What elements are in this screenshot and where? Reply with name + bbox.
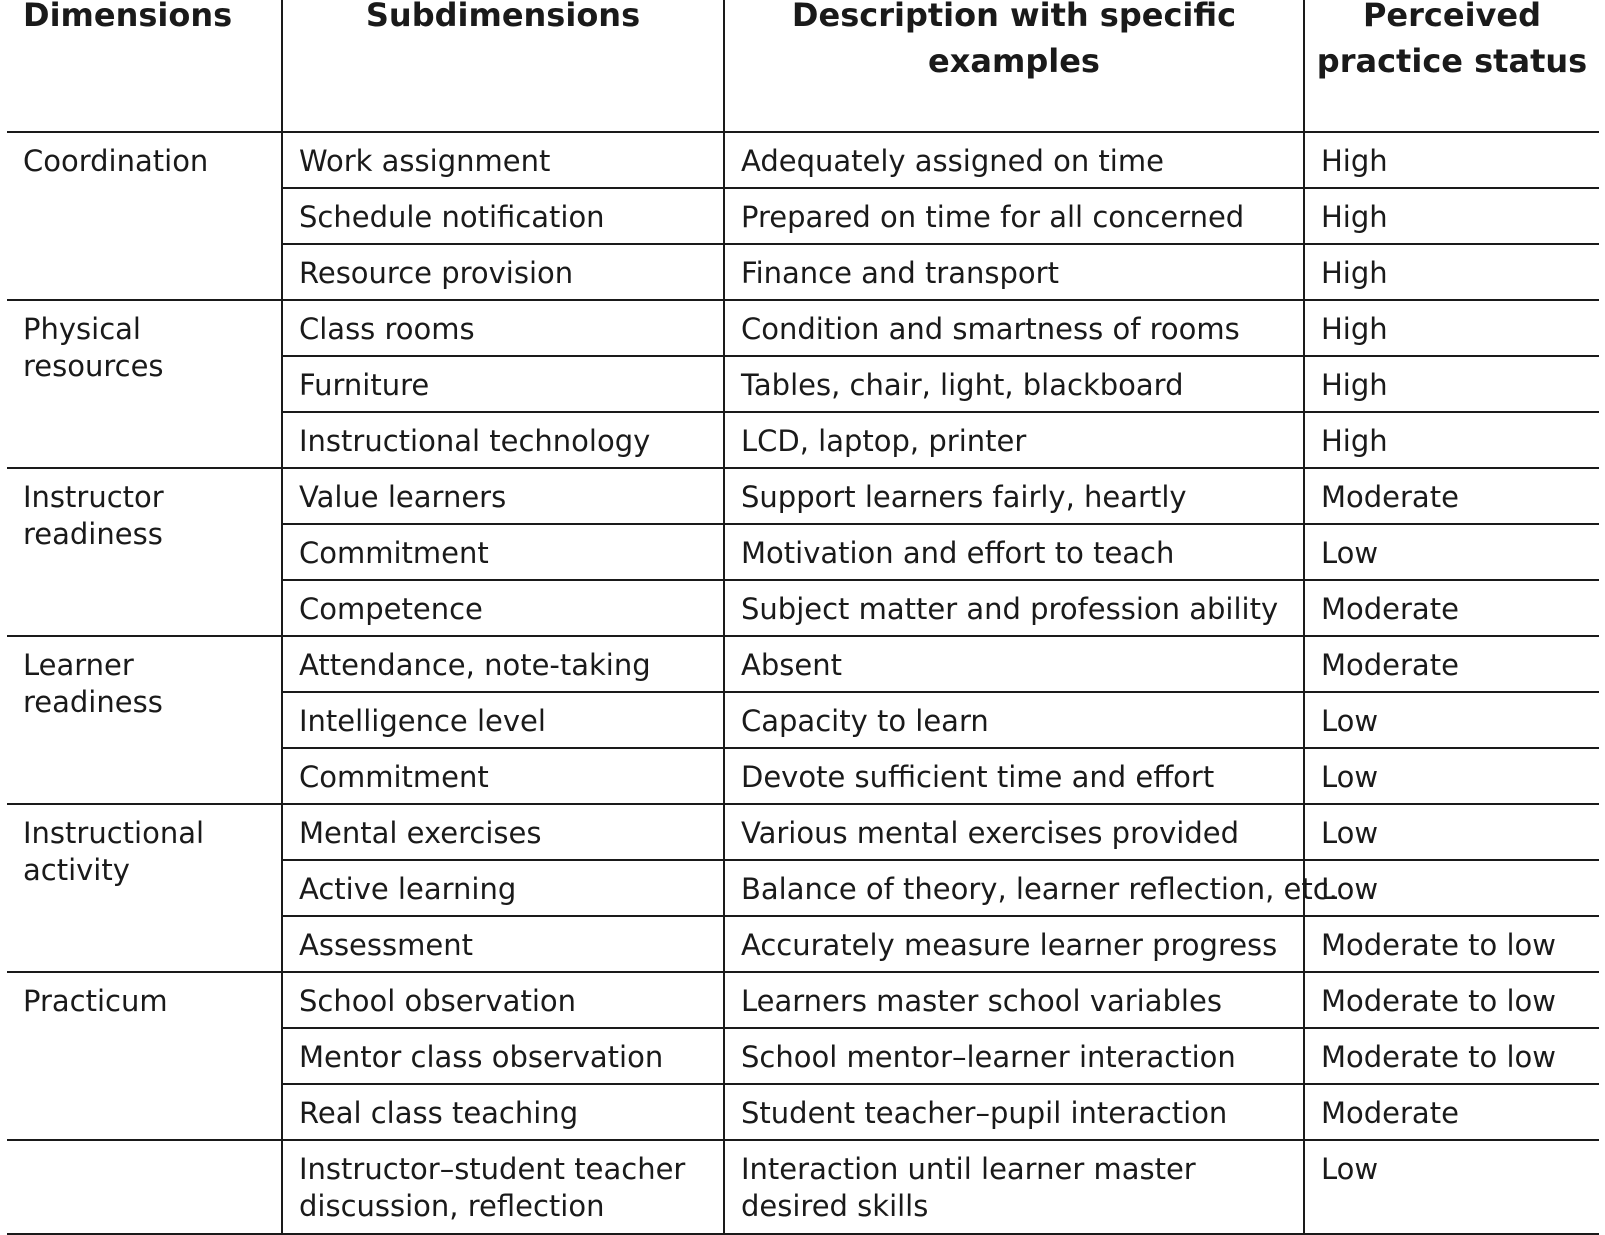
subdimension-cell: Value learners: [282, 468, 724, 524]
description-cell: Adequately assigned on time: [724, 132, 1304, 188]
description-cell: Devote sufficient time and effort: [724, 748, 1304, 804]
subdimension-cell: Work assignment: [282, 132, 724, 188]
header-description: Description with specific examples: [724, 0, 1304, 132]
dimension-cell: Physical resources: [7, 300, 282, 468]
status-cell: Moderate: [1304, 580, 1599, 636]
status-cell: High: [1304, 188, 1599, 244]
status-cell: High: [1304, 132, 1599, 188]
status-cell: Moderate: [1304, 636, 1599, 692]
description-cell: Prepared on time for all concerned: [724, 188, 1304, 244]
dimension-cell: Learner readiness: [7, 636, 282, 804]
subdimension-cell: Real class teaching: [282, 1084, 724, 1140]
description-cell: Capacity to learn: [724, 692, 1304, 748]
status-cell: Low: [1304, 804, 1599, 860]
subdimension-cell: Active learning: [282, 860, 724, 916]
description-cell: Learners master school variables: [724, 972, 1304, 1028]
description-cell: Interaction until learner master desired skills: [724, 1140, 1304, 1234]
subdimension-cell: Mental exercises: [282, 804, 724, 860]
subdimension-cell: Resource provision: [282, 244, 724, 300]
table-row: [7, 300, 1599, 356]
dimension-cell: Practicum: [7, 972, 282, 1140]
subdimension-cell: Instructor–student teacher discussion, reflection: [282, 1140, 724, 1234]
dimension-cell: Instructional activity: [7, 804, 282, 972]
practice-status-table: [7, 0, 1599, 1235]
header-dimensions: Dimensions: [7, 0, 282, 132]
dimension-cell: [7, 1140, 282, 1234]
subdimension-cell: Schedule notification: [282, 188, 724, 244]
status-cell: High: [1304, 300, 1599, 356]
status-cell: High: [1304, 412, 1599, 468]
status-cell: Low: [1304, 1140, 1599, 1234]
status-cell: High: [1304, 356, 1599, 412]
dimension-cell: Coordination: [7, 132, 282, 300]
table-row: [7, 1140, 1599, 1234]
subdimension-cell: Competence: [282, 580, 724, 636]
subdimension-cell: Attendance, note-taking: [282, 636, 724, 692]
table-row: [7, 972, 1599, 1028]
status-cell: Moderate to low: [1304, 916, 1599, 972]
status-cell: High: [1304, 244, 1599, 300]
description-cell: Accurately measure learner progress: [724, 916, 1304, 972]
description-cell: Balance of theory, learner reflection, etc.: [724, 860, 1304, 916]
description-cell: Subject matter and profession ability: [724, 580, 1304, 636]
header-status: Perceived practice status: [1304, 0, 1599, 132]
status-cell: Low: [1304, 860, 1599, 916]
subdimension-cell: Commitment: [282, 748, 724, 804]
description-cell: School mentor–learner interaction: [724, 1028, 1304, 1084]
status-cell: Low: [1304, 524, 1599, 580]
description-cell: Motivation and effort to teach: [724, 524, 1304, 580]
subdimension-cell: Mentor class observation: [282, 1028, 724, 1084]
description-cell: Support learners fairly, heartly: [724, 468, 1304, 524]
description-cell: Condition and smartness of rooms: [724, 300, 1304, 356]
subdimension-cell: Instructional technology: [282, 412, 724, 468]
status-cell: Moderate to low: [1304, 1028, 1599, 1084]
table-row: [7, 804, 1599, 860]
header-row: [7, 0, 1599, 132]
description-cell: Various mental exercises provided: [724, 804, 1304, 860]
status-cell: Moderate: [1304, 468, 1599, 524]
table-row: [7, 636, 1599, 692]
status-cell: Moderate: [1304, 1084, 1599, 1140]
status-cell: Low: [1304, 748, 1599, 804]
table-row: [7, 132, 1599, 188]
subdimension-cell: Furniture: [282, 356, 724, 412]
subdimension-cell: Assessment: [282, 916, 724, 972]
dimension-cell: Instructor readiness: [7, 468, 282, 636]
table-row: [7, 468, 1599, 524]
subdimension-cell: School observation: [282, 972, 724, 1028]
subdimension-cell: Intelligence level: [282, 692, 724, 748]
subdimension-cell: Commitment: [282, 524, 724, 580]
status-cell: Moderate to low: [1304, 972, 1599, 1028]
description-cell: Absent: [724, 636, 1304, 692]
description-cell: LCD, laptop, printer: [724, 412, 1304, 468]
header-subdimensions: Subdimensions: [282, 0, 724, 132]
subdimension-cell: Class rooms: [282, 300, 724, 356]
description-cell: Finance and transport: [724, 244, 1304, 300]
status-cell: Low: [1304, 692, 1599, 748]
description-cell: Tables, chair, light, blackboard: [724, 356, 1304, 412]
description-cell: Student teacher–pupil interaction: [724, 1084, 1304, 1140]
